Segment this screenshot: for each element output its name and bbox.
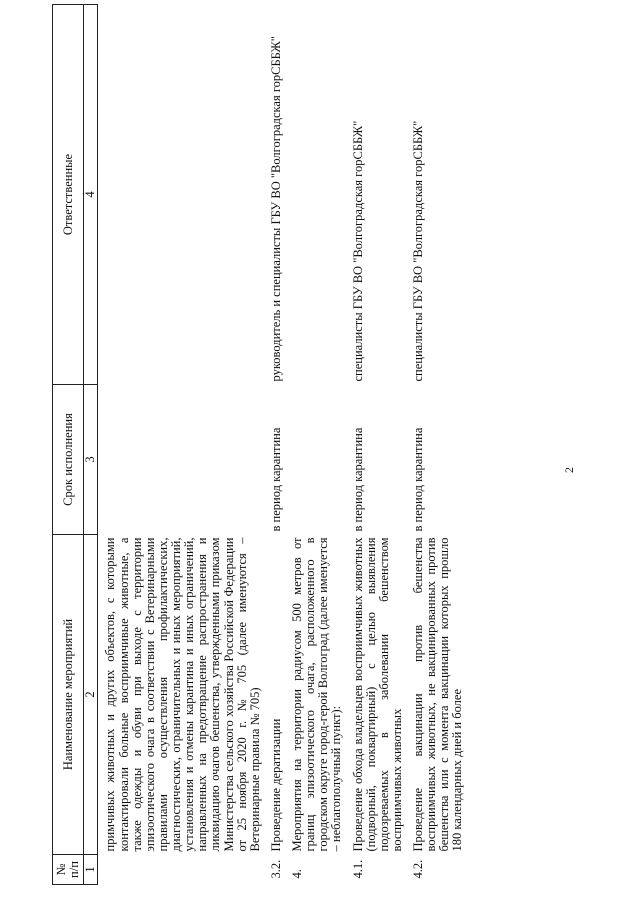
table-row bbox=[285, 5, 346, 885]
row-term: в период карантина bbox=[350, 427, 365, 532]
row-num: 3.2. bbox=[268, 859, 283, 879]
header-responsible: Ответственные bbox=[53, 5, 84, 385]
col-index-2: 2 bbox=[84, 535, 98, 855]
table-header-row bbox=[53, 5, 84, 885]
row-term bbox=[98, 385, 264, 535]
page-number: 2 bbox=[562, 467, 576, 473]
col-index-3: 3 bbox=[84, 385, 98, 535]
row-num: 4. bbox=[290, 869, 304, 879]
row-term: в период карантина bbox=[268, 427, 283, 532]
header-name: Наименование мероприятий bbox=[53, 535, 84, 855]
row-name: Проведение вакцинации против бешенства восприимчивых животных, не вакцинированных против бешенства или с момента вакцинации которых прошло 180 календарных дней и более bbox=[411, 537, 465, 852]
row-responsible: руководитель и специалисты ГБУ ВО "Волгоградская горСББЖ" bbox=[268, 36, 283, 382]
row-responsible: специалисты ГБУ ВО "Волгоградская горСББЖ" bbox=[350, 120, 365, 382]
row-name: примчивых животных и других объектов, с которыми контактировали больные восприимчивые животные, а также одежды и обуви при выходе с территории эпизоотического очага в соответствии с Ветеринарными правилами осуществления профилактических, диагностических, ограничительных и иных мероприятий, установления и отмены карантина и иных ограничений, направленных на предотвращение распространения и ликвидацию очагов бешенства, утвержденными приказом Министерства сельского хозяйства Российской Федерации от 25 ноября 2020 г. № 705 (далее именуются – Ветеринарные правила № 705) bbox=[103, 537, 262, 852]
header-num: № п/п bbox=[53, 855, 84, 885]
row-term bbox=[285, 385, 346, 535]
row-num: 4.1. bbox=[350, 859, 365, 879]
table-row bbox=[406, 5, 467, 885]
row-responsible bbox=[98, 5, 264, 385]
column-index-row bbox=[84, 5, 98, 885]
row-name: Мероприятия на территории радиусом 500 метров от границ эпизоотического очага, расположенного в городском округе город-герой Волгоград (далее именуется – неблагополучный пункт): bbox=[290, 537, 344, 852]
col-index-4: 4 bbox=[84, 5, 98, 385]
row-name: Проведение обхода владельцев восприимчивых животных (подворный, поквартирный) с целью выявления подозреваемых в заболевании бешенством восприимчивых животных bbox=[350, 537, 404, 852]
col-index-1: 1 bbox=[84, 855, 98, 885]
measures-table bbox=[52, 4, 467, 885]
header-term: Срок исполнения bbox=[53, 385, 84, 535]
row-responsible: специалисты ГБУ ВО "Волгоградская горСББЖ" bbox=[411, 120, 425, 382]
row-num: 4.2. bbox=[411, 859, 425, 879]
table-row bbox=[346, 5, 407, 885]
row-term: в период карантина bbox=[411, 427, 425, 532]
row-name: Проведение дератизации bbox=[268, 718, 283, 852]
table-row bbox=[98, 5, 264, 885]
row-num bbox=[98, 855, 264, 885]
row-responsible bbox=[285, 5, 346, 385]
table-row bbox=[264, 5, 285, 885]
